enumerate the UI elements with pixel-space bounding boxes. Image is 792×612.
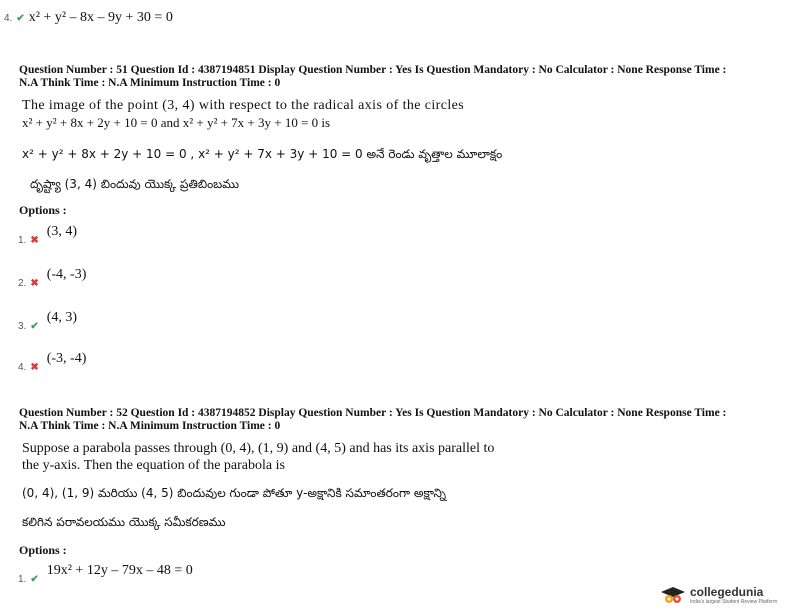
q51-meta-line2: N.A Think Time : N.A Minimum Instruction Time : 0 bbox=[19, 77, 281, 89]
collegedunia-logo bbox=[660, 585, 777, 605]
q51-option-1[interactable] bbox=[18, 222, 78, 246]
option-number: 4. bbox=[4, 13, 13, 24]
option-value: (4, 3) bbox=[46, 310, 78, 325]
correct-icon: ✔ bbox=[30, 574, 39, 585]
q52-text-line2: the y-axis. Then the equation of the parabola is bbox=[22, 458, 285, 473]
wrong-icon: ✖ bbox=[30, 235, 39, 246]
q51-telugu-line2: దృష్ట్యా (3, 4) బిందువు యొక్క ప్రతిబింబము bbox=[30, 177, 240, 191]
q51-question-text bbox=[22, 97, 582, 131]
q52-options-label: Options : bbox=[19, 543, 67, 557]
option-number: 2. bbox=[18, 278, 27, 289]
q51-text-line2: x² + y² + 8x + 2y + 10 = 0 and x² + y² + 7x + 3y + 10 = 0 is bbox=[22, 115, 331, 130]
q52-meta-line1: Question Number : 52 Question Id : 4387194852 Display Question Number : Yes Is Question Mandatory : No Calculator : None Response Time : bbox=[19, 407, 727, 419]
q51-option-3[interactable] bbox=[18, 308, 78, 332]
option-value: x² + y² – 8x – 9y + 30 = 0 bbox=[28, 10, 173, 25]
logo-tagline: India's largest Student Review Platform bbox=[690, 599, 778, 605]
graduation-cap-icon bbox=[660, 585, 686, 605]
q51-meta bbox=[19, 64, 779, 90]
q52-question-text bbox=[22, 440, 582, 474]
option-value: (-3, -4) bbox=[46, 351, 87, 366]
option-value: 19x² + 12y – 79x – 48 = 0 bbox=[46, 563, 193, 578]
option-number: 4. bbox=[18, 362, 27, 373]
q52-meta-line2: N.A Think Time : N.A Minimum Instruction Time : 0 bbox=[19, 420, 281, 432]
q52-telugu-line1: (0, 4), (1, 9) మరియు (4, 5) బిందువుల గుండా పోతూ y-అక్షానికి సమాంతరంగా అక్షాన్ని bbox=[22, 486, 447, 500]
logo-name: collegedunia bbox=[690, 585, 764, 599]
correct-icon: ✔ bbox=[30, 321, 39, 332]
q51-option-4[interactable] bbox=[18, 349, 87, 373]
q51-telugu-line1: x² + y² + 8x + 2y + 10 = 0 , x² + y² + 7x + 3y + 10 = 0 అనే రెండు వృత్తాల మూలాక్షం bbox=[22, 147, 503, 161]
wrong-icon: ✖ bbox=[30, 278, 39, 289]
correct-icon: ✔ bbox=[16, 13, 25, 24]
wrong-icon: ✖ bbox=[30, 362, 39, 373]
prev-option-4 bbox=[4, 8, 173, 26]
q51-option-2[interactable] bbox=[18, 265, 87, 289]
q52-option-1[interactable] bbox=[18, 561, 193, 585]
option-number: 1. bbox=[18, 574, 27, 585]
q51-meta-line1: Question Number : 51 Question Id : 4387194851 Display Question Number : Yes Is Question Mandatory : No Calculator : None Response Time : bbox=[19, 64, 727, 76]
q51-text-line1: The image of the point (3, 4) with respect to the radical axis of the circles bbox=[22, 98, 465, 113]
q52-meta bbox=[19, 407, 779, 433]
option-value: (3, 4) bbox=[46, 224, 78, 239]
option-value: (-4, -3) bbox=[46, 267, 87, 282]
option-number: 1. bbox=[18, 235, 27, 246]
q52-text-line1: Suppose a parabola passes through (0, 4), (1, 9) and (4, 5) and has its axis parallel to bbox=[22, 441, 495, 456]
q51-options-label: Options : bbox=[19, 203, 67, 217]
option-number: 3. bbox=[18, 321, 27, 332]
q52-telugu-line2: కలిగిన పరావలయము యొక్క సమీకరణము bbox=[22, 515, 226, 529]
